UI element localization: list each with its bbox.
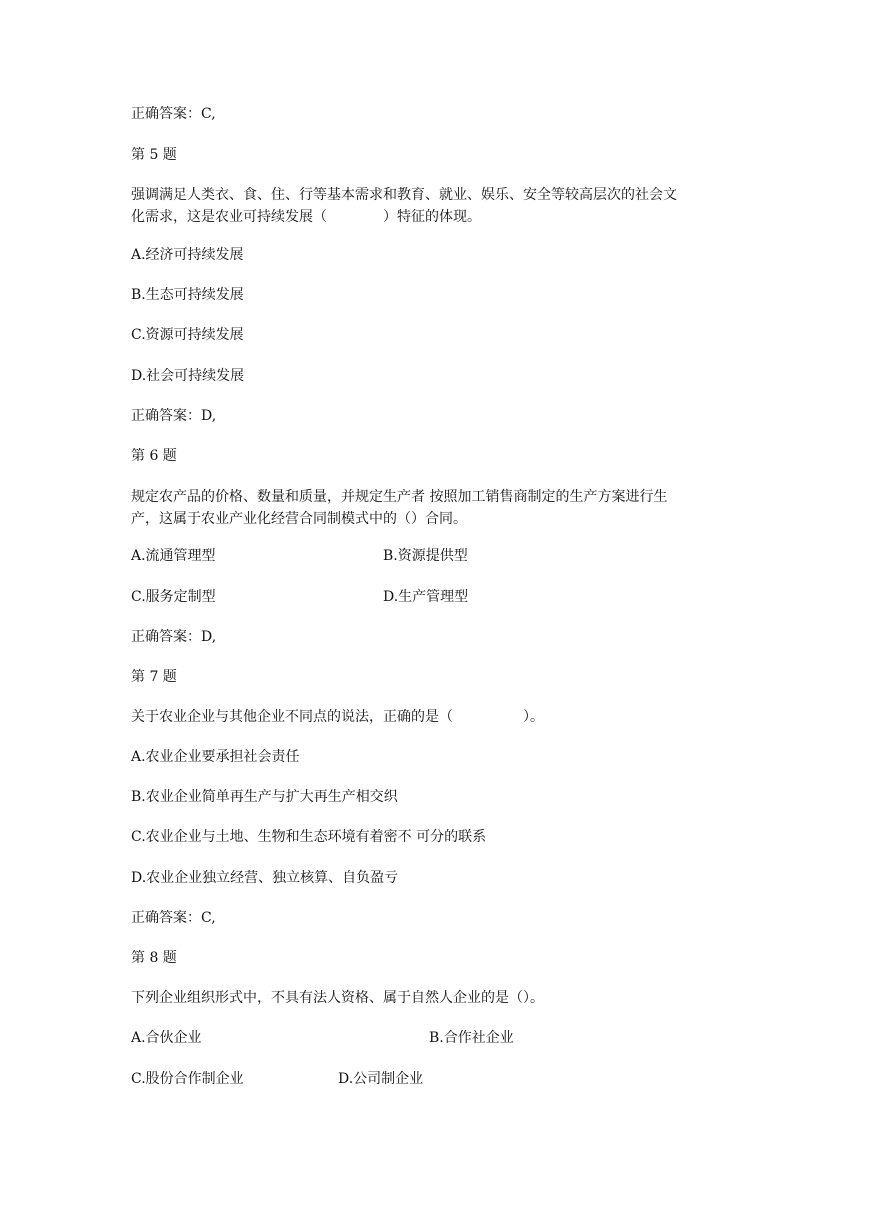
answer-q7: 正确答案：C, — [131, 910, 216, 926]
answer-q4: 正确答案：C, — [131, 106, 216, 122]
option-6-a: A.流通管理型 — [131, 548, 216, 564]
question-stem-5-line1: 强调满足人类衣、食、住、行等基本需求和教育、就业、娱乐、安全等较高层次的社会文 — [131, 187, 677, 203]
option-5-a: A.经济可持续发展 — [131, 247, 244, 263]
option-5-d: D.社会可持续发展 — [131, 368, 245, 384]
question-stem-5-line2: 化需求，这是农业可持续发展（ ）特征的体现。 — [131, 209, 481, 225]
question-stem-8: 下列企业组织形式中，不具有法人资格、属于自然人企业的是（）。 — [131, 990, 544, 1006]
question-stem-6-line1: 规定农产品的价格、数量和质量，并规定生产者 按照加工销售商制定的生产方案进行生 — [131, 489, 668, 505]
answer-q6: 正确答案：D, — [131, 629, 217, 645]
option-6-d: D.生产管理型 — [383, 589, 469, 605]
question-stem-7: 关于农业企业与其他企业不同点的说法，正确的是（ ）。 — [131, 709, 544, 725]
option-7-a: A.农业企业要承担社会责任 — [131, 749, 300, 765]
option-7-b: B.农业企业简单再生产与扩大再生产相交织 — [131, 789, 398, 805]
option-8-a: A.合伙企业 — [131, 1030, 202, 1046]
answer-q5: 正确答案：D, — [131, 408, 217, 424]
question-heading-7: 第 7 题 — [131, 669, 177, 685]
question-heading-8: 第 8 题 — [131, 950, 177, 966]
option-8-b: B.合作社企业 — [429, 1030, 514, 1046]
option-8-c: C.股份合作制企业 — [131, 1071, 244, 1087]
option-8-d: D.公司制企业 — [338, 1071, 424, 1087]
question-heading-6: 第 6 题 — [131, 448, 177, 464]
option-6-b: B.资源提供型 — [383, 548, 468, 564]
option-6-c: C.服务定制型 — [131, 589, 216, 605]
option-7-c: C.农业企业与土地、生物和生态环境有着密不 可分的联系 — [131, 829, 487, 845]
option-7-d: D.农业企业独立经营、独立核算、自负盈亏 — [131, 870, 399, 886]
option-5-b: B.生态可持续发展 — [131, 287, 244, 303]
option-5-c: C.资源可持续发展 — [131, 327, 244, 343]
question-stem-6-line2: 产，这属于农业产业化经营合同制模式中的（）合同。 — [131, 511, 467, 527]
question-heading-5: 第 5 题 — [131, 147, 177, 163]
